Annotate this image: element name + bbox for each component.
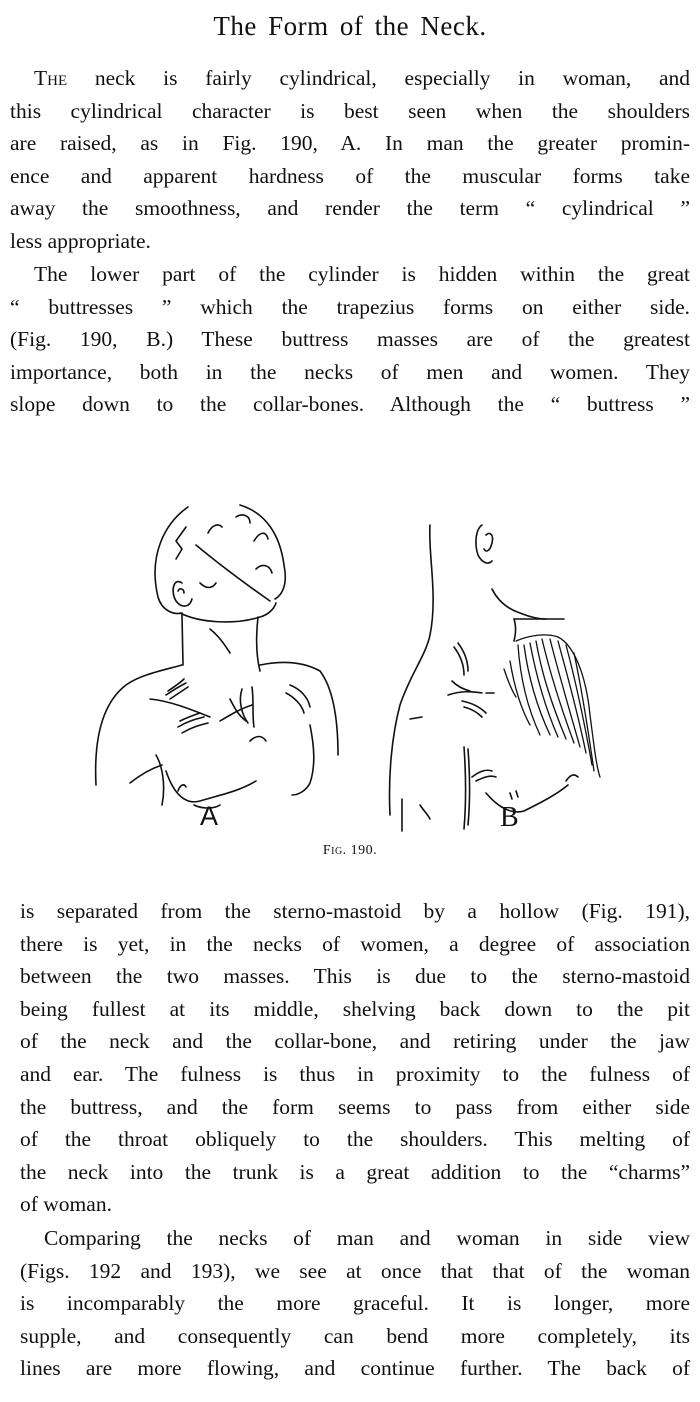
text-line: slope down to the collar-bones. Although the “ buttress ” [10, 392, 690, 417]
text-line: supple, and consequently can bend more completely, its [20, 1323, 690, 1348]
text-line: the neck into the trunk is a great addition to the “charms” [20, 1159, 690, 1184]
text-line: of the throat obliquely to the shoulders. This melting of [20, 1127, 690, 1152]
text-line: The neck is fairly cylindrical, especially in woman, and [34, 66, 690, 90]
text-line: between the two masses. This is due to the sterno-mastoid [20, 964, 690, 989]
paragraph-1 [10, 62, 690, 258]
text-line: Comparing the necks of man and woman in side view [44, 1226, 690, 1250]
figure-panel-a [96, 505, 338, 808]
text-line: “ buttresses ” which the trapezius forms on either side. [10, 294, 690, 319]
hair-hatching [504, 635, 600, 777]
text-line: (Figs. 192 and 193), we see at once that that of the woman [20, 1258, 690, 1283]
text-line: are raised, as in Fig. 190, A. In man the greater promin- [10, 131, 690, 156]
text-line: there is yet, in the necks of women, a degree of association [20, 931, 690, 956]
text-line: being fullest at its middle, shelving back down to the pit [20, 996, 690, 1021]
figure-illustration [20, 455, 680, 875]
text-line: is incomparably the more graceful. It is longer, more [20, 1291, 690, 1316]
text-line: importance, both in the necks of men and women. They [10, 359, 690, 384]
figure-panel-b [389, 525, 600, 831]
text-line: away the smoothness, and render the term “ cylindrical ” [10, 196, 690, 221]
text-line: of the neck and the collar-bone, and retiring under the jaw [20, 1029, 690, 1054]
text-line: lines are more flowing, and continue further. The back of [20, 1356, 690, 1381]
figure-190 [20, 455, 680, 875]
figure-caption: Fig. 190. [322, 843, 378, 858]
text-line: is separated from the sterno-mastoid by a hollow (Fig. 191), [20, 899, 690, 923]
figure-label-a: A [200, 801, 219, 831]
text-line: ence and apparent hardness of the muscular forms take [10, 163, 690, 188]
text-line: this cylindrical character is best seen when the shoulders [10, 98, 690, 123]
page-title: The Form of the Neck. [213, 11, 487, 41]
text-line: less appropriate. [10, 228, 151, 253]
paragraph-3 [20, 895, 690, 1221]
text-line: and ear. The fulness is thus in proximity to the fulness of [20, 1061, 690, 1086]
paragraph-4 [20, 1222, 690, 1385]
text-line: of woman. [20, 1192, 112, 1217]
text-line: (Fig. 190, B.) These buttress masses are of the greatest [10, 327, 690, 352]
figure-label-b: B [500, 802, 519, 833]
text-line: The lower part of the cylinder is hidden within the great [34, 262, 690, 286]
drop-word: The [34, 66, 68, 90]
text-line: the buttress, and the form seems to pass from either side [20, 1094, 690, 1119]
paragraph-2 [10, 258, 690, 421]
